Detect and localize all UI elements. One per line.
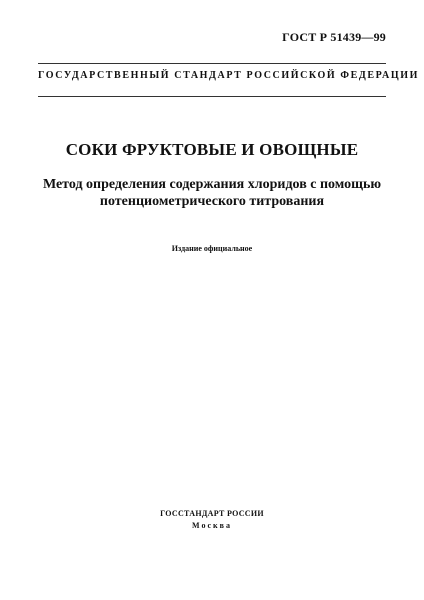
state-standard-heading: ГОСУДАРСТВЕННЫЙ СТАНДАРТ РОССИЙСКОЙ ФЕДЕРАЦИИ [38, 70, 419, 81]
subtitle-line-2: потенциометрического титрования [99, 194, 325, 209]
document-title: СОКИ ФРУКТОВЫЕ И ОВОЩНЫЕ [65, 140, 359, 159]
document-subtitle [40, 176, 384, 210]
edition-note: Издание официальное [171, 244, 253, 253]
publisher-name: ГОССТАНДАРТ РОССИИ [160, 509, 264, 518]
publication-city: Москва [192, 521, 232, 530]
top-divider [38, 63, 386, 64]
bottom-divider [38, 96, 386, 97]
document-code: ГОСТ Р 51439—99 [282, 30, 386, 44]
subtitle-line-1: Метод определения содержания хлоридов с помощью [42, 177, 382, 192]
